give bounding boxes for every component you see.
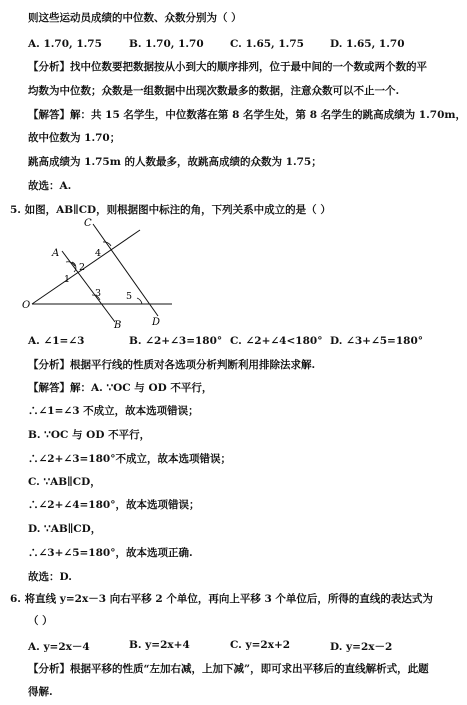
q6-option-d: D. y=2x－2 [330, 641, 393, 653]
q4-analysis-line1: 【分析】找中位数要把数据按从小到大的顺序排列，位于最中间的一个数或两个数的平 [28, 61, 427, 73]
q4-analysis-line2: 均数为中位数；众数是一组数据中出现次数最多的数据，注意众数可以不止一个. [28, 85, 400, 97]
label-a: A [52, 248, 60, 259]
label-b: B [114, 320, 122, 331]
q6-analysis-line2: 得解. [28, 686, 53, 698]
q5-stem: 5. 如图，AB∥CD，则根据图中标注的角，下列关系中成立的是（ ） [10, 204, 331, 216]
angle-arc-5 [137, 298, 142, 304]
q6-stem-line2: （ ） [28, 615, 53, 627]
q4-option-b: B. 1.70, 1.70 [129, 38, 204, 50]
q6-analysis-line1: 【分析】根据平移的性质“左加右减，上加下减”，即可求出平移后的直线解析式，此题 [28, 663, 429, 675]
label-o: O [22, 300, 31, 311]
q4-option-d: D. 1.65, 1.70 [330, 38, 405, 50]
q5-solution-line6: ∴∠2+∠4=180°，故本选项错误； [28, 499, 200, 511]
q5-figure [0, 212, 200, 332]
q6-option-a: A. y=2x－4 [28, 641, 90, 653]
q4-solution-line3: 跳高成绩为 1.75m 的人数最多，故跳高成绩的众数为 1.75； [28, 156, 322, 168]
label-5: 5 [126, 291, 133, 302]
q5-solution-line5: C. ∵AB∥CD， [28, 476, 101, 488]
q5-option-c: C. ∠2+∠4<180° [230, 335, 323, 347]
q6-option-b: B. y=2x+4 [129, 639, 190, 651]
line-cd [93, 224, 158, 316]
q5-solution-line4: ∴∠2+∠3=180°不成立，故本选项错误； [28, 453, 231, 465]
label-1: 1 [64, 274, 71, 285]
q5-solution-line3: B. ∵OC 与 OD 不平行， [28, 429, 151, 441]
label-3: 3 [95, 288, 102, 299]
q5-solution-line1: 【解答】解：A. ∵OC 与 OD 不平行， [28, 382, 213, 394]
q5-answer: 故选：D. [28, 571, 72, 583]
q4-option-a: A. 1.70, 1.75 [28, 38, 102, 50]
label-2: 2 [79, 262, 86, 273]
q4-option-c: C. 1.65, 1.75 [230, 38, 304, 50]
q5-option-d: D. ∠3+∠5=180° [330, 335, 424, 347]
label-d: D [152, 317, 161, 328]
q5-solution-line7: D. ∵AB∥CD， [28, 523, 102, 535]
q5-option-b: B. ∠2+∠3=180° [129, 335, 223, 347]
q4-solution-line1: 【解答】解：共 15 名学生，中位数落在第 8 名学生处，第 8 名学生的跳高成绩为 1.70m， [28, 109, 466, 121]
q5-analysis: 【分析】根据平行线的性质对各选项分析判断利用排除法求解. [28, 359, 316, 371]
q4-solution-line2: 故中位数为 1.70； [28, 132, 121, 144]
q5-option-a: A. ∠1=∠3 [28, 335, 85, 347]
q4-answer: 故选：A. [28, 180, 72, 192]
label-4: 4 [95, 248, 102, 259]
label-c: C [84, 218, 92, 229]
q5-solution-line8: ∴∠3+∠5=180°，故本选项正确. [28, 547, 193, 559]
q4-stem: 则这些运动员成绩的中位数、众数分别为（ ） [28, 12, 242, 24]
q5-solution-line2: ∴∠1=∠3 不成立，故本选项错误； [28, 405, 199, 417]
q6-stem-line1: 6. 将直线 y=2x－3 向右平移 2 个单位，再向上平移 3 个单位后，所得的直线的表达式为 [10, 593, 433, 605]
q6-option-c: C. y=2x+2 [230, 639, 291, 651]
